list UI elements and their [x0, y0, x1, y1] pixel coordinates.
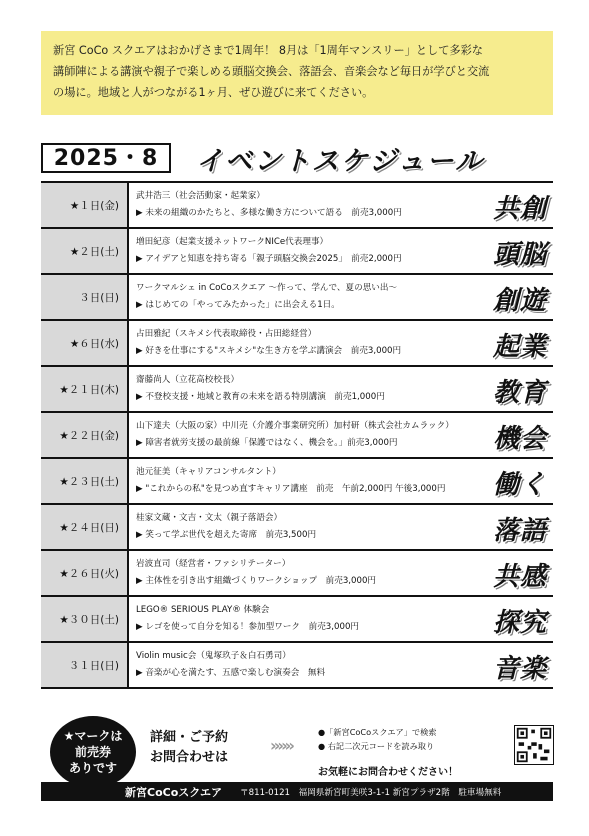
event-date: ３日(日) [41, 275, 129, 319]
event-tag: 働く [492, 470, 547, 500]
event-speaker: 増田紀彦（起業支援ネットワークNICe代表理事） [136, 237, 329, 247]
event-speaker: Violin music会（鬼塚玖子＆白石勇司） [136, 651, 291, 661]
event-date: ★２１日(木) [41, 367, 129, 411]
detail-heading [150, 728, 228, 768]
event-table [41, 181, 553, 689]
event-tag: 機会 [492, 424, 547, 454]
event-row [41, 367, 553, 413]
event-speaker: 岩波直司（経営者・ファシリテーター） [136, 559, 291, 569]
event-date: ★３０日(土) [41, 597, 129, 641]
event-description: ▶ 障害者就労支援の最前線「保護ではなく、機会を。」前売3,000円 [136, 438, 398, 448]
event-date: ★２日(土) [41, 229, 129, 273]
event-description: ▶ 主体性を引き出す組織づくりワークショップ 前売3,000円 [136, 576, 377, 586]
event-row [41, 459, 553, 505]
advance-ticket-badge [50, 716, 136, 788]
event-speaker: LEGO® SERIOUS PLAY® 体験会 [136, 605, 270, 615]
event-speaker: 池元征美（キャリアコンサルタント） [136, 467, 281, 477]
event-tag: 頭脳 [492, 240, 547, 270]
event-date: ３１日(日) [41, 643, 129, 687]
event-description: ▶ 音楽が心を満たす、五感で楽しむ演奏会 無料 [136, 668, 326, 678]
event-row [41, 643, 553, 689]
event-speaker: 桂家文蔵・文吉・文太（親子落語会） [136, 513, 283, 523]
contact-message: お気軽にお問合わせください！ [318, 767, 458, 778]
event-date: ★２４日(日) [41, 505, 129, 549]
schedule-header [41, 143, 553, 177]
event-date: ★２２日(金) [41, 413, 129, 457]
event-speaker: 武井浩三（社会活動家・起業家） [136, 191, 265, 201]
event-speaker: 齋藤尚人（立花高校校長） [136, 375, 240, 385]
event-speaker: 占田雅紀（スキメシ代表取締役・占田総経営） [136, 329, 317, 339]
contact-instructions [318, 725, 437, 753]
event-speaker: ワークマルシェ in CoCoスクエア ～作って、学んで、夏の思い出～ [136, 283, 398, 293]
schedule-title: イベントスケジュール [196, 146, 485, 177]
event-row [41, 597, 553, 643]
arrows-icon: »»» [270, 736, 293, 755]
event-description: ▶ 好きを仕事にする"スキメシ"な生き方を学ぶ講演会 前売3,000円 [136, 346, 402, 356]
event-description: ▶ 笑って学ぶ世代を超えた寄席 前売3,500円 [136, 530, 317, 540]
event-row [41, 551, 553, 597]
event-tag: 起業 [492, 332, 547, 362]
bullet-search: ●「新宮CoCoスクエア」で検索 [318, 727, 437, 737]
intro-line-3: の場に。地域と人がつながる1ヶ月、ぜひ遊びに来てください。 [53, 86, 374, 99]
footer-bar [41, 782, 553, 801]
event-row [41, 229, 553, 275]
event-speaker: 山下達夫（大阪の家）中川売（介護介事業研究所）加村研（株式会社カムラック） [136, 421, 454, 431]
event-description: ▶ 未来の組織のかたちと、多様な働き方について語る 前売3,000円 [136, 208, 402, 218]
event-description: ▶ "これからの私"を見つめ直すキャリア講座 前売 午前2,000円 午後3,000円 [136, 484, 446, 494]
badge-line-1: ★マークは [63, 729, 123, 743]
event-tag: 探究 [492, 608, 547, 638]
org-name: 新宮CoCoスクエア [125, 785, 223, 799]
event-tag: 創遊 [492, 286, 547, 316]
year-month-label: 2025・8 [41, 143, 171, 173]
badge-line-3: ありです [68, 761, 117, 775]
event-row [41, 183, 553, 229]
badge-line-2: 前売券 [74, 745, 111, 759]
event-row [41, 413, 553, 459]
detail-line-2: お問合わせは [150, 750, 229, 765]
event-description: ▶ アイデアと知恵を持ち寄る「親子頭脳交換会2025」 前売2,000円 [136, 254, 402, 264]
intro-line-2: 講師陣による講演や親子で楽しめる頭脳交換会、落語会、音楽会など毎日が学びと交流 [53, 65, 490, 78]
qr-code-icon[interactable] [514, 725, 554, 765]
event-date: ★１日(金) [41, 183, 129, 227]
event-description: ▶ はじめての「やってみたかった」に出会える1日。 [136, 300, 340, 310]
bullet-qr: ● 右記二次元コードを読み取り [318, 741, 435, 751]
detail-line-1: 詳細・ご予約 [150, 730, 229, 745]
event-date: ★２３日(土) [41, 459, 129, 503]
event-date: ★２６日(火) [41, 551, 129, 595]
intro-line-1: 新宮 CoCo スクエアはおかげさまで1周年！ 8月は「1周年マンスリー」として多彩な [53, 44, 483, 57]
event-tag: 音楽 [492, 654, 547, 684]
event-date: ★６日(水) [41, 321, 129, 365]
event-tag: 落語 [492, 516, 547, 546]
event-row [41, 321, 553, 367]
event-description: ▶ レゴを使って自分を知る！参加型ワーク 前売3,000円 [136, 622, 360, 632]
event-tag: 教育 [492, 378, 547, 408]
event-row [41, 505, 553, 551]
address: 〒811-0121 福岡県新宮町美咲3-1-1 新宮プラザ2階 駐車場無料 [240, 787, 502, 798]
intro-box [41, 31, 553, 115]
event-row [41, 275, 553, 321]
event-tag: 共創 [492, 194, 547, 224]
event-tag: 共感 [492, 562, 547, 592]
event-description: ▶ 不登校支援・地域と教育の未来を語る特別講演 前売1,000円 [136, 392, 385, 402]
